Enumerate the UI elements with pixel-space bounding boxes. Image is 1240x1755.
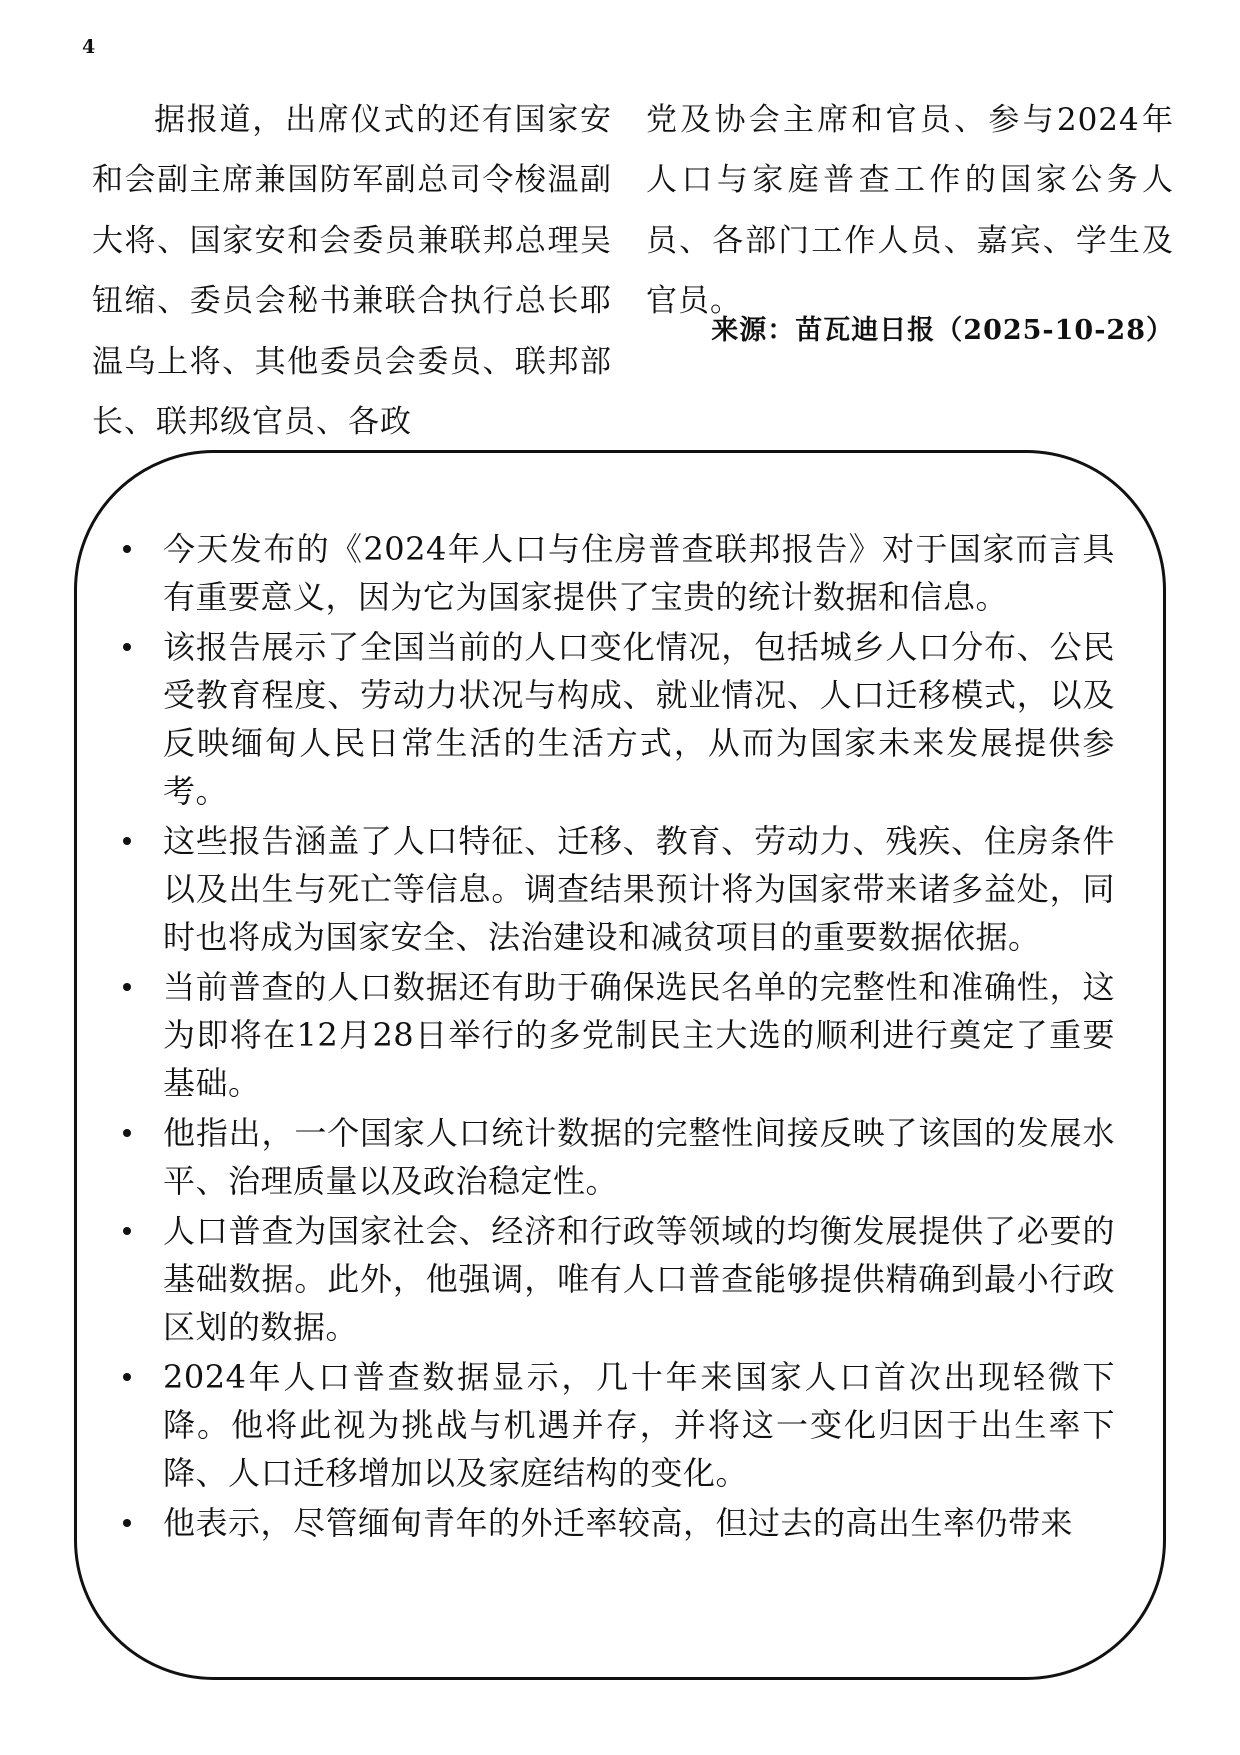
summary-box [74,450,1166,1680]
summary-bullet-item [163,1207,1115,1351]
bullet-dot-icon [123,1519,131,1527]
summary-bullet-list [163,525,1115,1549]
bullet-text: 2024年人口普查数据显示，几十年来国家人口首次出现轻微下降。他将此视为挑战与机遇并存，并将这一变化归因于出生率下降、人口迁移增加以及家庭结构的变化。 [163,1358,1115,1492]
page-number: 4 [82,36,96,58]
article-paragraph: 党及协会主席和官员、参与2024年人口与家庭普查工作的国家公务人员、各部门工作人员、嘉宾、学生及官员。 [646,102,1174,320]
summary-bullet-item [163,1353,1115,1497]
bullet-dot-icon [123,837,131,845]
bullet-dot-icon [123,1373,131,1381]
bullet-dot-icon [123,545,131,553]
bullet-text: 他表示，尽管缅甸青年的外迁率较高，但过去的高出生率仍带来 [163,1504,1074,1542]
bullet-text: 今天发布的《2024年人口与住房普查联邦报告》对于国家而言具有重要意义，因为它为国家提供了宝贵的统计数据和信息。 [163,530,1115,616]
bullet-text: 当前普查的人口数据还有助于确保选民名单的完整性和准确性，这为即将在12月28日举行的多党制民主大选的顺利进行奠定了重要基础。 [163,968,1115,1102]
bullet-text: 他指出，一个国家人口统计数据的完整性间接反映了该国的发展水平、治理质量以及政治稳定性。 [163,1114,1115,1200]
article-left-column [92,90,612,453]
bullet-text: 这些报告涵盖了人口特征、迁移、教育、劳动力、残疾、住房条件以及出生与死亡等信息。调查结果预计将为国家带来诸多益处，同时也将成为国家安全、法治建设和减贫项目的重要数据依据。 [163,822,1115,956]
bullet-dot-icon [123,643,131,651]
summary-bullet-item [163,1499,1115,1547]
summary-bullet-item [163,525,1115,621]
bullet-text: 人口普查为国家社会、经济和行政等领域的均衡发展提供了必要的基础数据。此外，他强调，唯有人口普查能够提供精确到最小行政区划的数据。 [163,1212,1115,1346]
summary-bullet-item [163,963,1115,1107]
bullet-dot-icon [123,1129,131,1137]
bullet-text: 该报告展示了全国当前的人口变化情况，包括城乡人口分布、公民受教育程度、劳动力状况与构成、就业情况、人口迁移模式，以及反映缅甸人民日常生活的生活方式，从而为国家未来发展提供参考。 [163,628,1115,810]
article-paragraph: 据报道，出席仪式的还有国家安和会副主席兼国防军副总司令梭温副大将、国家安和会委员兼联邦总理吴钮缩、委员会秘书兼联合执行总长耶温乌上将、其他委员会委员、联邦部长、联邦级官员、各政 [92,102,612,441]
bullet-dot-icon [123,983,131,991]
bullet-dot-icon [123,1227,131,1235]
summary-bullet-item [163,623,1115,815]
article-right-column [646,90,1174,332]
summary-bullet-item [163,1109,1115,1205]
summary-bullet-item [163,817,1115,961]
article-source: 来源：苗瓦迪日报（2025-10-28） [711,315,1174,346]
